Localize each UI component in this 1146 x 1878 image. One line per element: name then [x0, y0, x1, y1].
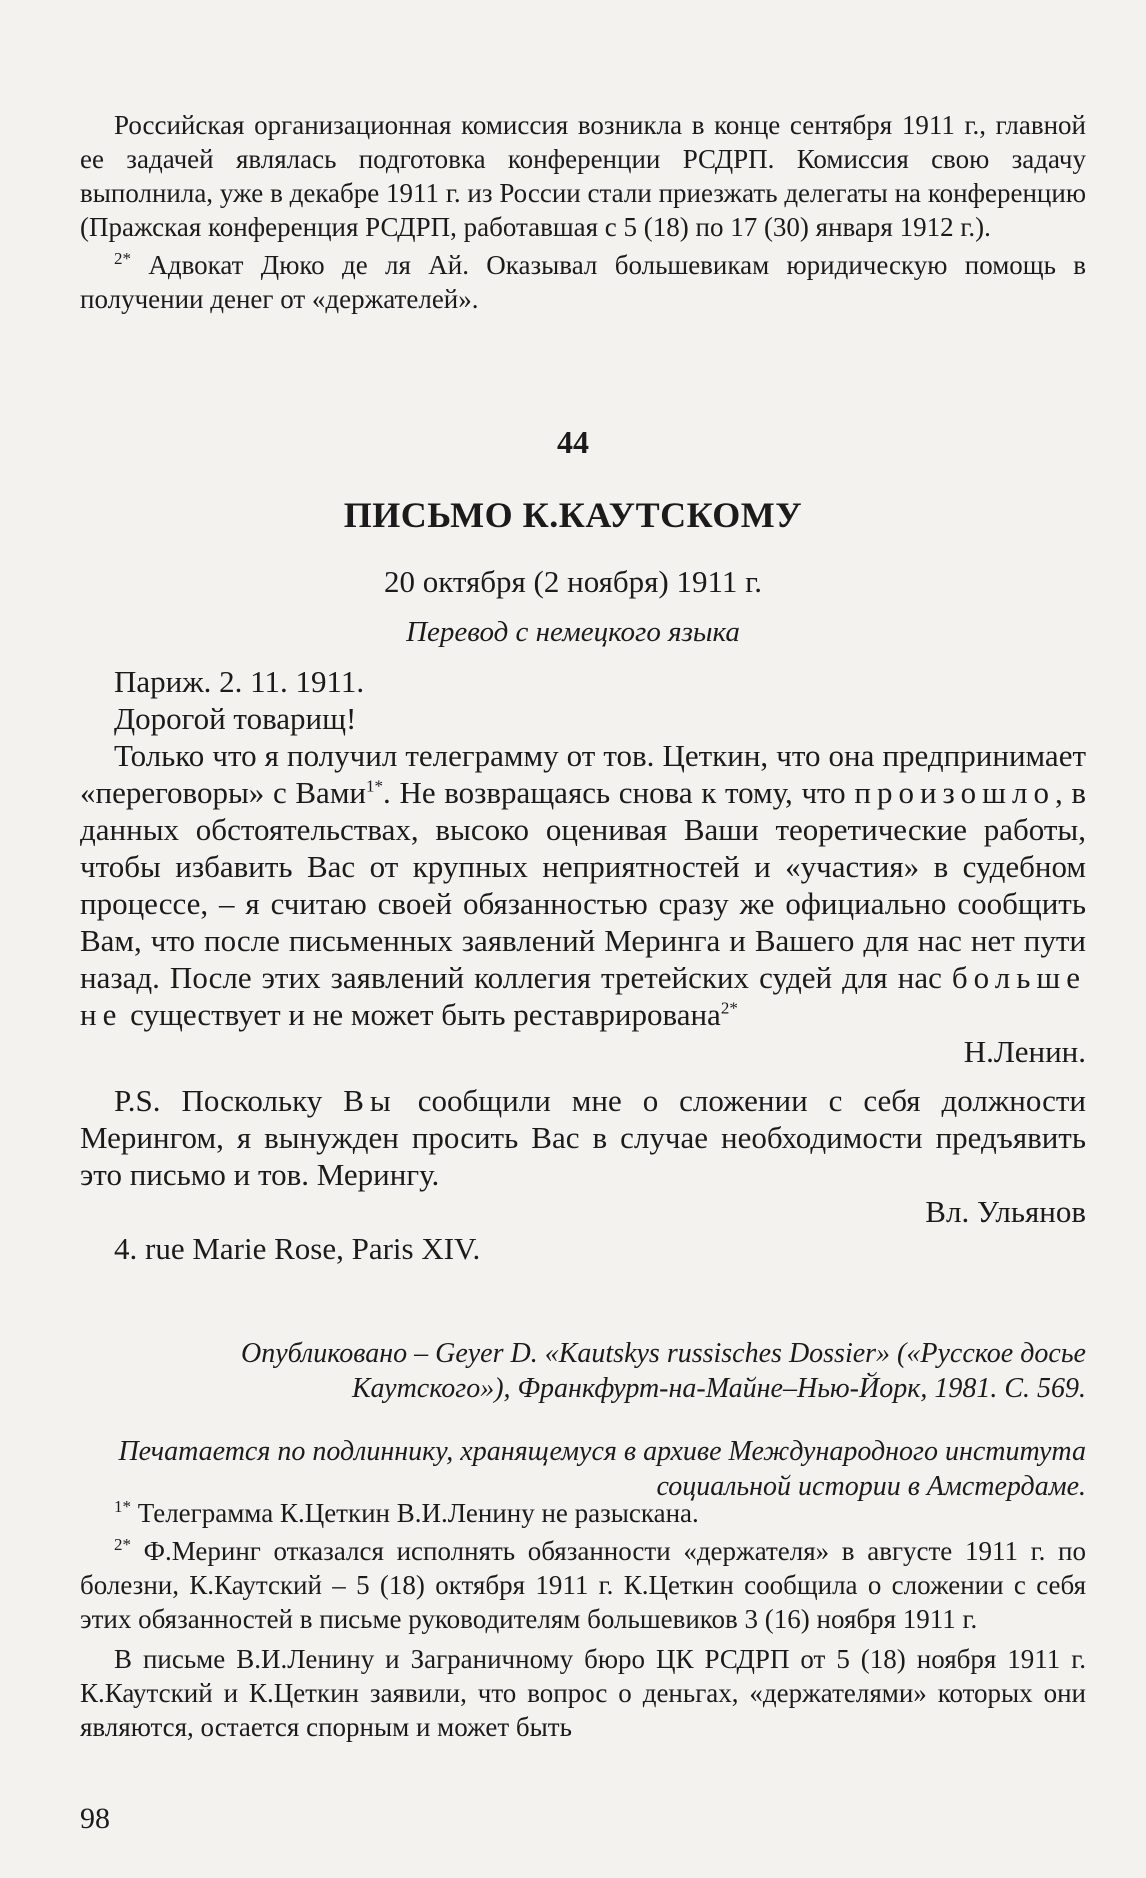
top-note-adjutant	[80, 248, 1086, 316]
footnote-text: Телеграмма К.Цеткин В.И.Ленину не разыскана.	[137, 1498, 699, 1528]
footnote-marker: 2*	[114, 1535, 131, 1554]
letter-postscript	[80, 1082, 1086, 1193]
letter-text: существует и не может быть реставрирована	[130, 997, 721, 1032]
publication-source: Опубликовано – Geyer D. «Kautskys russisches Dossier» («Русское досье Каутского»), Франкфурт-на-Майне–Нью-Йорк, 1981. С. 569.	[240, 1338, 1086, 1404]
footnote-marker: 1*	[366, 776, 384, 796]
footnote-2	[80, 1534, 1086, 1636]
page-number: 98	[80, 1802, 110, 1835]
document-title: ПИСЬМО К.КАУТСКОМУ	[343, 495, 803, 535]
letter-text: , в данных обстоятельствах, высоко оценивая Ваши теоретические работы, чтобы избавить Вас от крупных неприятностей и «участия» в судебном процессе, – я считаю своей обязанностью сразу же официально сообщить Вам, что после письменных заявлений Меринга и Вашего для нас нет пути назад. После этих заявлений коллегия третейских судей для нас	[80, 775, 1086, 995]
letter-emphasis: произошло	[854, 775, 1055, 810]
letter-text: . Не возвращаясь снова к тому, что	[383, 775, 846, 810]
footnote-continuation: В письме В.И.Ленину и Заграничному бюро ЦК РСДРП от 5 (18) ноября 1911 г. К.Каутский и К.Цеткин заявили, что вопрос о деньгах, «держателями» которых они являются, остается спорным и может быть	[80, 1644, 1086, 1742]
publication-archive: Печатается по подлиннику, хранящемуся в архиве Международного института социальной истории в Амстердаме.	[118, 1436, 1086, 1502]
letter-main-paragraph	[80, 737, 1086, 1033]
letter-place-date: Париж. 2. 11. 1911.	[114, 664, 365, 699]
document-date: 20 октября (2 ноября) 1911 г.	[383, 564, 763, 599]
top-note-text: Адвокат Дюко де ля Ай. Оказывал большевикам юридическую помощь в получении денег от «держателей».	[80, 250, 1086, 314]
top-note-paragraph: Российская организационная комиссия возникла в конце сентября 1911 г., главной ее задачей являлась подготовка конференции РСДРП. Комиссия свою задачу выполнила, уже в декабре 1911 г. из России стали приезжать делегаты на конференцию (Пражская конференция РСДРП, работавшая с 5 (18) по 17 (30) января 1912 г.).	[80, 110, 1086, 242]
letter-body	[80, 663, 1086, 1267]
letter-emphasis: больше не	[80, 960, 1087, 1032]
letter-text: Только что я получил телеграмму от тов. Цеткин, что она предпринимает «переговоры» с Вами	[80, 738, 1086, 810]
footnotes	[80, 1496, 1086, 1744]
letter-greeting: Дорогой товарищ!	[114, 701, 357, 736]
postscript-text: P.S. Поскольку	[114, 1083, 323, 1118]
top-notes	[80, 108, 1086, 316]
letter-emphasis: Вы	[343, 1083, 397, 1118]
postscript-text: сообщили мне о сложении с себя должности Мерингом, я вынужден просить Вас в случае необходимости предъявить это письмо и тов. Мерингу.	[80, 1083, 1087, 1192]
letter-address: 4. rue Marie Rose, Paris XIV.	[114, 1231, 481, 1266]
footnote-marker: 2*	[114, 249, 131, 268]
footnote-text: Ф.Меринг отказался исполнять обязанности «держателя» в августе 1911 г. по болезни, К.Каутский – 5 (18) октября 1911 г. К.Цеткин сообщила о сложении с себя этих обязанностей в письме руководителям большевиков 3 (16) ноября 1911 г.	[80, 1536, 1086, 1634]
document-number: 44	[557, 424, 589, 460]
letter-signature: Н.Ленин.	[963, 1034, 1086, 1069]
footnote-marker: 2*	[720, 998, 738, 1018]
footnote-marker: 1*	[114, 1497, 131, 1516]
postscript-signature: Вл. Ульянов	[925, 1194, 1086, 1229]
footnote-1	[80, 1496, 1086, 1530]
translation-note: Перевод с немецкого языка	[406, 616, 740, 648]
